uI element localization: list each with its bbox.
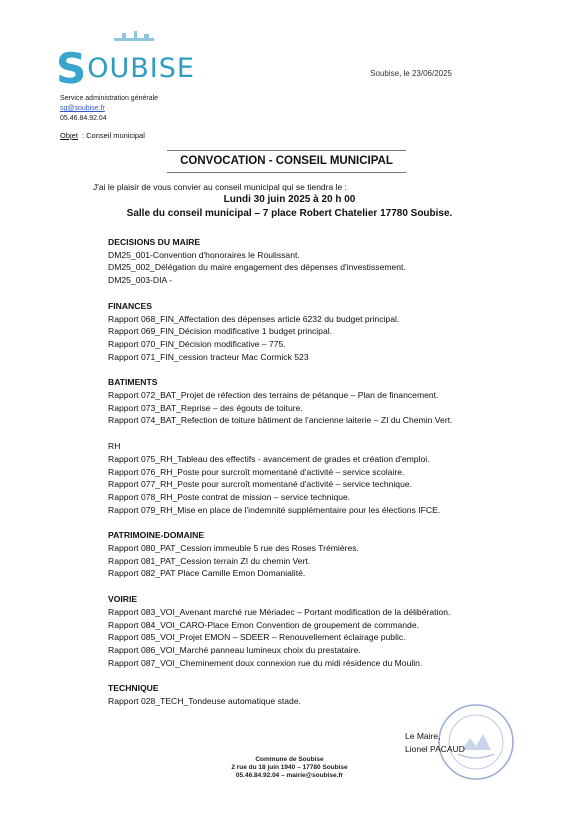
agenda-item: Rapport 081_PAT_Cession terrain ZI du chemin Vert. <box>108 555 311 566</box>
section-title: BATIMENTS <box>108 377 158 388</box>
section-batiments <box>108 376 528 427</box>
agenda-item: DM25_001-Convention d'honoraires le Roulissant. <box>108 249 300 260</box>
agenda-item: DM25_002_Délégation du maire engagement des dépenses d'investissement. <box>108 262 406 273</box>
section-title: PATRIMOINE-DOMAINE <box>108 530 205 541</box>
footer-commune: Commune de Soubise <box>255 756 324 763</box>
agenda-item: Rapport 072_BAT_Projet de réfection des terrains de pétanque – Plan de financement. <box>108 390 439 401</box>
section-voirie <box>108 593 528 669</box>
subject-text: : Conseil municipal <box>81 131 145 140</box>
logo-letter-s: S <box>56 44 88 93</box>
agenda-item: Rapport 087_VOI_Cheminement doux connexion rue du midi résidence du Moulin. <box>108 657 423 668</box>
meeting-date: Lundi 30 juin 2025 à 20 h 00 <box>223 194 356 205</box>
signature-title: Le Maire, <box>405 731 441 741</box>
agenda-item: Rapport 070_FIN_Décision modificative – 775. <box>108 338 286 349</box>
service-name: Service administration générale <box>60 95 159 102</box>
subject-label: Objet <box>60 131 78 140</box>
intro-text: J'ai le plaisir de vous convier au conseil municipal qui se tiendra le : <box>93 182 347 192</box>
agenda-item: Rapport 073_BAT_Reprise – des égouts de toiture. <box>108 402 303 413</box>
agenda-item: Rapport 076_RH_Poste pour surcroît momentané d'activité – service scolaire. <box>108 466 405 477</box>
section-title: FINANCES <box>108 300 152 311</box>
agenda-item: Rapport 086_VOI_Marché panneau lumineux choix du prestataire. <box>108 644 361 655</box>
subject-line <box>60 131 145 140</box>
agenda-item: Rapport 084_VOI_CARO-Place Emon Convention de groupement de commande. <box>108 619 419 630</box>
agenda-item: Rapport 068_FIN_Affectation des dépenses article 6232 du budget principal. <box>108 313 400 324</box>
section-decisions <box>108 236 528 287</box>
document-title: CONVOCATION - CONSEIL MUNICIPAL <box>167 150 406 173</box>
section-rh <box>108 440 528 516</box>
logo-wordmark: OUBISE <box>87 53 195 84</box>
footer-address: 2 rue du 18 juin 1940 – 17780 Soubise <box>231 764 348 771</box>
agenda-item: Rapport 085_VOI_Projet EMON – SDEER – Renouvellement éclairage public. <box>108 632 406 643</box>
section-title: DECISIONS DU MAIRE <box>108 237 201 247</box>
agenda-item: DM25_003-DIA - <box>108 275 173 286</box>
service-email-link[interactable]: sg@soubise.fr <box>60 105 105 112</box>
agenda-item: Rapport 079_RH_Mise en place de l'indemnité supplémentaire pour les élections IFCE. <box>108 504 441 515</box>
agenda-item: Rapport 077_RH_Poste pour surcroît momentané d'activité – service technique. <box>108 479 413 490</box>
agenda-item: Rapport 028_TECH_Tondeuse automatique stade. <box>108 696 302 707</box>
section-title: VOIRIE <box>108 594 138 605</box>
agenda-item: Rapport 074_BAT_Refection de toiture bâtiment de l'ancienne laiterie – ZI du Chemin Vert. <box>108 415 453 426</box>
section-finances <box>108 300 528 364</box>
service-phone: 05.46.84.92.04 <box>60 115 107 122</box>
signature-name: Lionel PACAUD <box>405 744 465 754</box>
agenda-item: Rapport 075_RH_Tableau des effectifs - avancement de grades et création d'emploi. <box>108 453 430 464</box>
footer-contact: 05.46.84.92.04 – mairie@soubise.fr <box>235 772 344 779</box>
soubise-logo <box>52 30 195 93</box>
agenda-item: Rapport 083_VOI_Avenant marché rue Mériadec – Portant modification de la délibération. <box>108 606 451 617</box>
document-date: Soubise, le 23/06/2025 <box>370 69 452 78</box>
meeting-place: Salle du conseil municipal – 7 place Robert Chatelier 17780 Soubise. <box>126 208 453 219</box>
section-title: TECHNIQUE <box>108 683 159 694</box>
agenda-item: Rapport 082_PAT Place Camille Emon Domanialité. <box>108 568 306 579</box>
section-title: RH <box>108 441 121 452</box>
agenda-item: Rapport 078_RH_Poste contrat de mission – service technique. <box>108 491 351 502</box>
section-patrimoine <box>108 529 528 580</box>
service-block <box>60 94 158 124</box>
signature-block <box>405 730 465 756</box>
agenda-item: Rapport 071_FIN_cession tracteur Mac Cormick 523 <box>108 351 309 362</box>
agenda-item: Rapport 080_PAT_Cession immeuble 5 rue des Roses Trémières. <box>108 543 359 554</box>
agenda-item: Rapport 069_FIN_Décision modificative 1 budget principal. <box>108 326 333 337</box>
page-footer <box>0 756 579 780</box>
agenda <box>108 236 528 721</box>
